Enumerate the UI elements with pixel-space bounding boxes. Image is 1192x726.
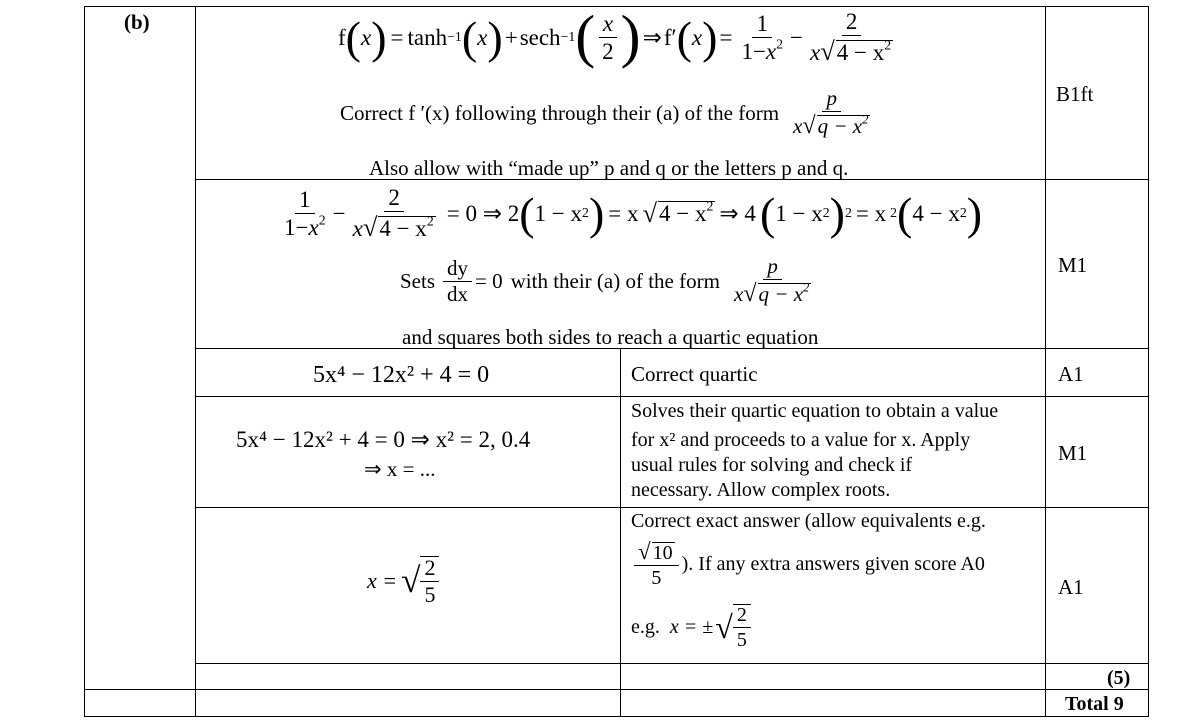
quartic-equation: 5x⁴ − 12x² + 4 = 0 bbox=[313, 362, 490, 388]
row-divider bbox=[195, 507, 1149, 508]
final-answer: x = √ $\frac{2}{5}$ bbox=[367, 556, 442, 606]
squared-equation: $\frac{1}{1-x^2}$ − $\frac{2}{x√4 - x^2}$ = 0 ⇒ 2 ( 1 − x 2 ) = x √ $4 - x^2$ ⇒ 4 ( 1 − x 2 ) 2 = x 2 ( 4 − x 2 ) bbox=[284, 185, 983, 242]
quartic-guidance: Correct quartic bbox=[631, 362, 758, 386]
col-divider bbox=[1045, 6, 1046, 716]
squares-line: and squares both sides to reach a quartic equation bbox=[402, 325, 819, 349]
solve-guidance-line: necessary. Allow complex roots. bbox=[631, 479, 891, 501]
part-label: (b) bbox=[124, 10, 150, 34]
total-marks: Total 9 bbox=[1065, 693, 1124, 715]
row-divider bbox=[195, 663, 1149, 664]
solve-equation-line1: 5x⁴ − 12x² + 4 = 0 ⇒ x² = 2, 0.4 bbox=[236, 427, 531, 452]
mark-a1-answer: A1 bbox=[1058, 575, 1084, 599]
mark-a1-quartic: A1 bbox=[1058, 362, 1084, 386]
solve-guidance-line: for x² and proceeds to a value for x. Apply bbox=[631, 429, 971, 451]
solve-guidance-line: Solves their quartic equation to obtain a value bbox=[631, 400, 999, 422]
col-divider bbox=[84, 6, 85, 716]
mark-m1-setup: M1 bbox=[1058, 253, 1088, 277]
row-divider bbox=[84, 689, 1149, 690]
mark-b1ft: B1ft bbox=[1056, 82, 1094, 106]
row-divider bbox=[84, 6, 1149, 7]
mark-m1-solve: M1 bbox=[1058, 441, 1088, 465]
solve-guidance bbox=[631, 399, 1041, 503]
solve-equation-line2: ⇒ x = ... bbox=[364, 457, 436, 481]
col-divider bbox=[1148, 6, 1149, 716]
col-divider bbox=[195, 6, 196, 716]
guidance-form-line: Correct f ′(x) following through their (a) of the form $\frac{p}{x√q - x^2}$ bbox=[340, 86, 869, 139]
sets-derivative-line: Sets $\frac{dy}{dx}$ = 0 with their (a) of the form $\frac{p}{x√q - x^2}$ bbox=[400, 254, 810, 307]
subtotal-marks: (5) bbox=[1107, 667, 1131, 689]
derivative-equation: f ( x ) = tanh −1 ( x ) + sech −1 ( $\frac{x}{2}$ ) ⇒ f′ ( x ) = $\frac{1}{1-x^2}$ − $\frac{2}{x√4 - x^2}$ bbox=[338, 3, 892, 70]
row-divider bbox=[195, 396, 1149, 397]
answer-guidance-line1: Correct exact answer (allow equivalents e.g. bbox=[631, 510, 986, 532]
answer-example: e.g. x = ± √ $\frac{2}{5}$ bbox=[631, 604, 754, 650]
solve-guidance-line: usual rules for solving and check if bbox=[631, 454, 913, 476]
answer-guidance-line2: $\frac{√ 10}{5}$ ). If any extra answers given score A0 bbox=[631, 540, 985, 588]
row-divider bbox=[84, 716, 1149, 717]
guidance-allow-line: Also allow with “made up” p and q or the letters p and q. bbox=[369, 156, 849, 180]
col-divider bbox=[620, 348, 621, 716]
